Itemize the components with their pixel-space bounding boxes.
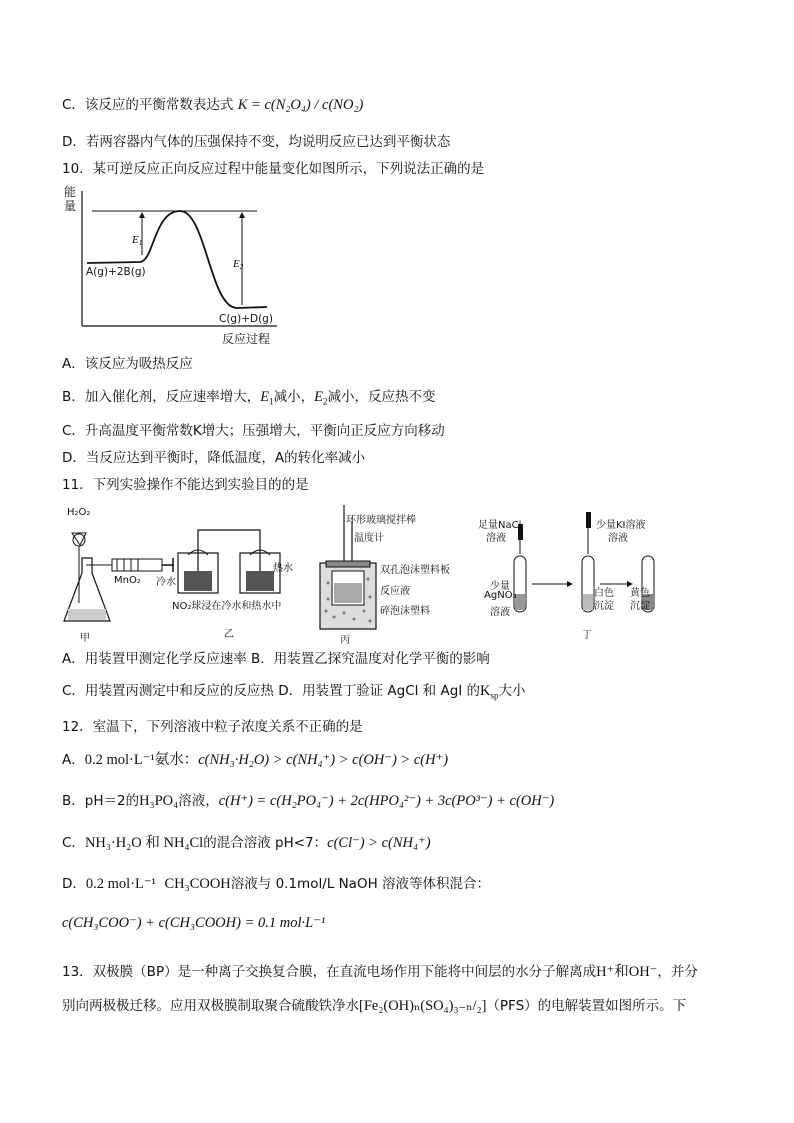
caption-ding: 丁 <box>582 630 592 641</box>
e1-label: E1 <box>132 234 143 247</box>
q12-option-b: B．pH＝2的H₃PO₄溶液，c(H⁺) = c(H₂PO₄⁻) + 2c(HPO₄²⁻) + 3c(PO³⁻) + c(OH⁻) <box>62 793 555 809</box>
white-ppt-label-1: 白色 <box>594 588 614 599</box>
energy-diagram <box>62 183 282 348</box>
products-label: C(g)+D(g) <box>219 313 273 325</box>
q9-option-d: D．若两容器内气体的压强保持不变，均说明反应已达到平衡状态 <box>62 134 451 150</box>
y-axis-label-1: 能 <box>64 185 77 199</box>
q11-options-cd: C．用装置丙测定中和反应的反应热 D．用装置丁验证 AgCl 和 AgI 的$K_{sp}$大小 <box>62 683 526 701</box>
cold-water-label: 冷水 <box>156 577 176 588</box>
q12-option-d: D．0.2 mol·L⁻¹ CH₃COOH溶液与 0.1mol/L NaOH 溶液等体积混合： <box>62 876 491 892</box>
q13-line-1: 13．双极膜（BP）是一种离子交换复合膜，在直流电场作用下能将中间层的水分子解离成H⁺和OH⁻，并分 <box>62 964 698 980</box>
hot-water-label: 热水 <box>273 563 293 574</box>
q11-stem: 11．下列实验操作不能达到实验目的的是 <box>62 477 309 493</box>
q12-option-d-formula: c(CH₃COO⁻) + c(CH₃COOH) = 0.1 mol·L⁻¹ <box>62 915 326 931</box>
q12-stem: 12．室温下，下列溶液中粒子浓度关系不正确的是 <box>62 719 363 735</box>
foam-board-label: 双孔泡沫塑料板 <box>380 565 450 576</box>
caption-yi: 乙 <box>224 629 234 640</box>
no2-ball-label: NO₂球浸在冷水和热水中 <box>172 601 282 612</box>
equilibrium-constant-formula: K = c(N₂O₄) / c(NO₂) <box>237 97 364 113</box>
agno3-label-2: AgNO₃ <box>484 590 517 601</box>
q9-option-c: C．该反应的平衡常数表达式 K = c(N₂O₄) / c(NO₂) <box>62 97 364 113</box>
reaction-liquid-label: 反应液 <box>380 586 410 597</box>
reactants-label: A(g)+2B(g) <box>86 266 146 278</box>
x-axis-label: 反应过程 <box>222 332 271 346</box>
energy-curve <box>87 211 267 308</box>
e2-label: E2 <box>233 258 244 271</box>
mno2-label: MnO₂ <box>114 575 141 586</box>
apparatus-yi-svg <box>170 525 305 645</box>
q10-stem: 10．某可逆反应正向反应过程中能量变化如图所示，下列说法正确的是 <box>62 161 485 177</box>
foam-label: 碎泡沫塑料 <box>380 606 430 617</box>
agno3-label-1: 少量 <box>490 581 510 592</box>
nacl-label-2: 溶液 <box>486 533 506 544</box>
nacl-label-1: 足量NaCl <box>478 520 522 531</box>
q10-option-c: C．升高温度平衡常数K增大；压强增大，平衡向正反应方向移动 <box>62 423 445 439</box>
yellow-ppt-label-2: 沉淀 <box>630 601 650 612</box>
agno3-label-3: 溶液 <box>490 607 510 618</box>
caption-bing: 丙 <box>340 635 350 646</box>
thermometer-label: 温度计 <box>354 533 384 544</box>
stirrer-label: 环形玻璃搅拌棒 <box>346 515 416 526</box>
q11-options-ab: A．用装置甲测定化学反应速率 B．用装置乙探究温度对化学平衡的影响 <box>62 651 490 667</box>
q10-option-a: A．该反应为吸热反应 <box>62 356 193 372</box>
caption-jia: 甲 <box>80 633 90 644</box>
apparatus-bing <box>308 503 468 645</box>
y-axis-label-2: 量 <box>64 199 77 213</box>
q10-option-b: B．加入催化剂，反应速率增大，$E_1$减小，$E_2$减小，反应热不变 <box>62 389 436 407</box>
ki-label-1: 少量KI溶液 <box>596 520 646 531</box>
apparatus-ding <box>470 512 670 645</box>
q12-option-a: A．0.2 mol·L⁻¹氨水：c(NH₃·H₂O) > c(NH₄⁺) > c(OH⁻) > c(H⁺) <box>62 752 449 768</box>
q13-line-2: 别向两极极迁移。应用双极膜制取聚合硫酸铁净水[Fe₂(OH)ₙ(SO₄)₃₋ₙ/₂]（PFS）的电解装置如图所示。下 <box>62 998 687 1014</box>
yellow-ppt-label-1: 黄色 <box>630 588 650 599</box>
q12-option-c: C．NH₃·H₂O 和 NH₄Cl的混合溶液 pH<7：c(Cl⁻) > c(NH₄⁺) <box>62 835 431 851</box>
white-ppt-label-2: 沉淀 <box>594 601 614 612</box>
apparatus-yi <box>156 525 305 645</box>
q10-option-d: D．当反应达到平衡时，降低温度，A的转化率减小 <box>62 450 366 466</box>
h2o2-label: H₂O₂ <box>67 507 91 518</box>
ki-label-2: 溶液 <box>608 533 628 544</box>
